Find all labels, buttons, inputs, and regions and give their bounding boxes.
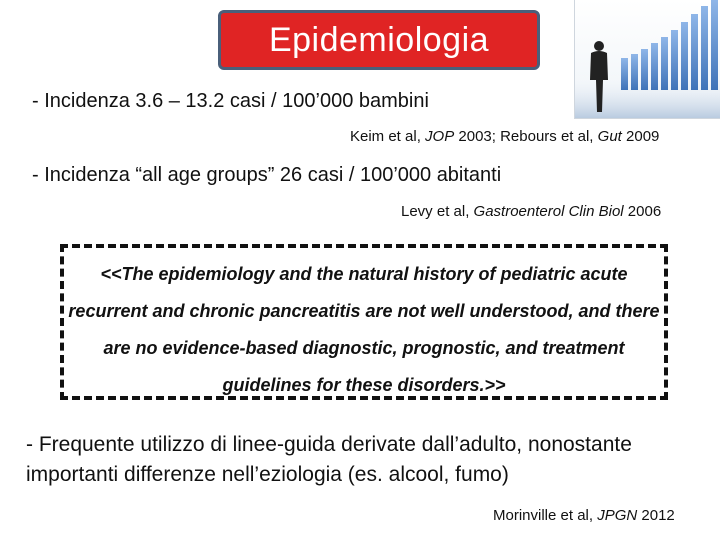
incidence-children-bullet: - Incidenza 3.6 – 13.2 casi / 100’000 bambini bbox=[32, 90, 429, 112]
adult-guidelines-bullet: - Frequente utilizzo di linee-guida derivate dall’adulto, nonostante importanti differenze nell’eziologia (es. alcool, fumo) bbox=[26, 433, 632, 486]
reference-levy: Levy et al, Gastroenterol Clin Biol 2006 bbox=[401, 203, 662, 220]
incidence-all-ages-bullet: - Incidenza “all age groups” 26 casi / 100’000 abitanti bbox=[32, 164, 502, 186]
businessman-bar-chart-icon bbox=[574, 0, 720, 119]
title-box bbox=[218, 10, 540, 70]
reference-keim-rebours: Keim et al, JOP 2003; Rebours et al, Gut 2009 bbox=[350, 128, 660, 145]
slide-title: Epidemiologia bbox=[268, 20, 490, 59]
reference-morinville: Morinville et al, JPGN 2012 bbox=[493, 507, 675, 524]
quote-text: <<The epidemiology and the natural history of pediatric acute recurrent and chronic pancreatitis are not well understood, and there are no evidence-based diagnostic, prognostic, and treatment guidelines for these disorders.>> bbox=[68, 264, 660, 395]
businessman-bar-chart-illustration bbox=[575, 0, 720, 118]
